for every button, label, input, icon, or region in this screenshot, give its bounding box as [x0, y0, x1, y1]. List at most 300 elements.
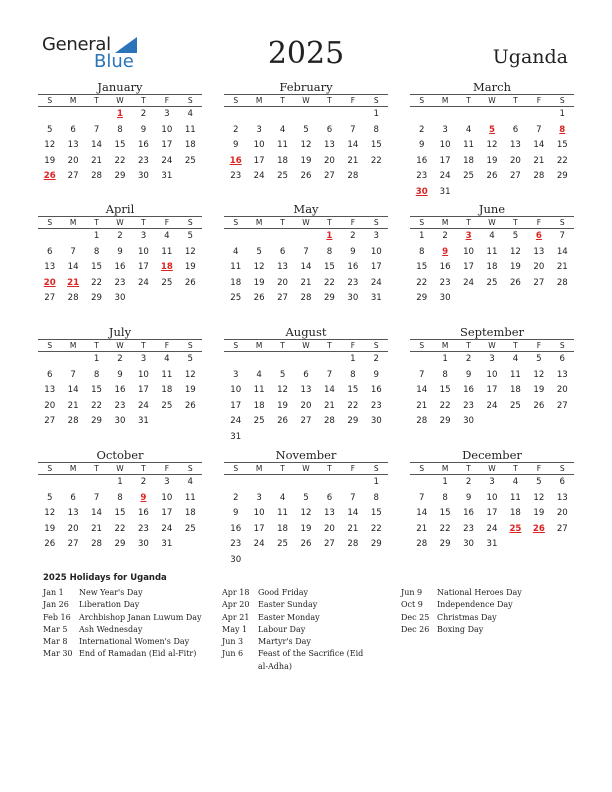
day: 2 — [140, 109, 147, 119]
empty-day — [247, 475, 270, 491]
day: 21 — [347, 523, 359, 534]
day: 7 — [350, 492, 356, 503]
month-title: July — [38, 324, 202, 340]
weekday-label: T — [132, 340, 155, 352]
day: 2 — [117, 354, 123, 364]
holiday-date: Jan 26 — [43, 600, 69, 610]
day-grid — [38, 352, 202, 430]
holiday-date: May 1 — [222, 624, 248, 634]
day: 8 — [418, 246, 425, 257]
day: 22 — [91, 400, 103, 411]
holiday-date: Feb 16 — [43, 612, 71, 622]
day: 20 — [300, 400, 312, 411]
month-title: August — [224, 324, 388, 340]
day: 7 — [93, 124, 100, 135]
weekday-label: T — [132, 217, 155, 229]
holiday-day: 6 — [535, 231, 542, 241]
day: 9 — [465, 492, 472, 503]
empty-day — [38, 352, 61, 368]
day: 7 — [536, 124, 542, 135]
day: 25 — [161, 277, 173, 288]
day: 15 — [114, 508, 126, 518]
day: 18 — [184, 508, 196, 518]
day: 4 — [489, 231, 495, 241]
empty-day — [224, 229, 247, 245]
day: 20 — [44, 400, 56, 411]
month-august — [224, 324, 388, 444]
empty-day — [318, 107, 341, 123]
day: 28 — [347, 171, 359, 181]
weekday-label: T — [85, 340, 108, 352]
day: 18 — [184, 140, 196, 150]
day: 2 — [350, 231, 356, 241]
day: 6 — [326, 492, 333, 503]
day: 13 — [509, 140, 521, 150]
day: 1 — [373, 477, 380, 487]
day: 19 — [44, 155, 56, 166]
day: 1 — [93, 354, 100, 364]
weekday-label: S — [365, 463, 388, 475]
weekday-label: F — [155, 95, 178, 107]
day: 19 — [184, 385, 196, 395]
month-title: May — [224, 201, 388, 217]
day: 14 — [347, 140, 359, 150]
weekday-label: S — [410, 340, 433, 352]
day: 8 — [373, 124, 380, 135]
holiday-date: Jun 3 — [222, 637, 244, 647]
empty-day — [318, 475, 341, 491]
day: 10 — [486, 369, 498, 380]
day: 9 — [232, 508, 239, 518]
weekday-label: M — [433, 340, 456, 352]
empty-day — [294, 229, 317, 245]
day: 15 — [556, 140, 568, 150]
day: 2 — [418, 124, 425, 135]
day-grid — [38, 229, 202, 307]
day: 23 — [230, 171, 242, 181]
day: 10 — [253, 508, 265, 518]
empty-day — [38, 107, 61, 123]
holiday-date: Dec 26 — [401, 624, 430, 634]
empty-day — [61, 475, 84, 491]
weekday-label: W — [480, 340, 503, 352]
holiday-name: Ash Wednesday — [79, 624, 143, 634]
day: 13 — [67, 140, 79, 150]
day: 24 — [253, 171, 265, 181]
holiday-row — [222, 624, 372, 636]
weekday-label: T — [132, 463, 155, 475]
weekday-label: F — [155, 463, 178, 475]
month-title: February — [224, 79, 388, 95]
month-october — [38, 447, 202, 567]
holiday-row — [401, 624, 571, 636]
day: 26 — [300, 171, 312, 181]
weekday-label: M — [247, 95, 270, 107]
day: 2 — [442, 231, 448, 241]
day: 22 — [370, 155, 382, 166]
day: 27 — [44, 416, 56, 426]
day: 29 — [370, 539, 382, 549]
holiday-row — [222, 648, 372, 673]
weekday-label: M — [247, 217, 270, 229]
empty-day — [271, 229, 294, 245]
day: 27 — [533, 277, 545, 288]
weekday-label: F — [155, 217, 178, 229]
day: 29 — [556, 171, 568, 181]
weekday-label: S — [224, 217, 247, 229]
weekday-label: W — [108, 340, 131, 352]
day: 25 — [184, 523, 196, 534]
empty-day — [38, 475, 61, 491]
weekday-label: S — [224, 340, 247, 352]
day: 17 — [137, 385, 149, 395]
day: 25 — [184, 155, 196, 166]
day: 26 — [486, 171, 498, 181]
month-march — [410, 79, 574, 199]
day: 23 — [114, 277, 126, 288]
day: 24 — [439, 171, 451, 181]
day: 4 — [512, 354, 519, 364]
day: 19 — [300, 523, 312, 534]
weekday-label: F — [527, 340, 550, 352]
holiday-row — [401, 587, 571, 599]
holiday-row — [43, 636, 213, 648]
day: 6 — [303, 369, 309, 380]
month-title: October — [38, 447, 202, 463]
weekday-label: F — [341, 217, 364, 229]
day: 4 — [465, 124, 472, 135]
month-title: June — [410, 201, 574, 217]
day: 9 — [465, 369, 472, 380]
day: 4 — [164, 231, 170, 241]
holiday-row — [401, 599, 571, 611]
day: 25 — [230, 293, 242, 303]
holiday-column — [43, 587, 213, 661]
day: 18 — [277, 523, 289, 534]
month-february — [224, 79, 388, 199]
day: 22 — [416, 277, 428, 288]
weekday-label: S — [551, 217, 574, 229]
day: 8 — [117, 124, 123, 135]
holiday-date: Dec 25 — [401, 612, 430, 622]
day: 11 — [486, 246, 498, 257]
day: 24 — [253, 539, 265, 549]
day: 8 — [326, 246, 333, 257]
holiday-day: 30 — [415, 186, 428, 197]
day: 15 — [323, 262, 335, 272]
month-april — [38, 201, 202, 321]
day: 30 — [347, 293, 359, 303]
weekday-label: T — [457, 463, 480, 475]
weekday-label: S — [38, 340, 61, 352]
day: 25 — [463, 171, 475, 181]
month-may — [224, 201, 388, 321]
day: 15 — [370, 140, 382, 150]
weekday-label: M — [247, 340, 270, 352]
day: 30 — [230, 554, 242, 565]
day: 8 — [350, 369, 356, 380]
weekday-header — [38, 340, 202, 352]
day-grid — [224, 475, 388, 568]
day: 19 — [486, 155, 498, 166]
day: 8 — [117, 492, 123, 503]
day: 21 — [416, 523, 428, 534]
empty-day — [341, 107, 364, 123]
day: 15 — [114, 140, 126, 150]
day: 5 — [46, 124, 53, 135]
day: 21 — [533, 155, 545, 166]
day: 29 — [91, 293, 103, 303]
holiday-row — [222, 587, 372, 599]
day: 8 — [442, 369, 448, 380]
day: 10 — [370, 246, 382, 257]
day: 2 — [140, 477, 147, 487]
day: 13 — [277, 262, 289, 272]
day: 2 — [465, 477, 472, 487]
day: 11 — [509, 492, 521, 503]
day: 7 — [418, 369, 425, 380]
day: 4 — [164, 354, 170, 364]
day: 2 — [117, 231, 123, 241]
holiday-name: Independence Day — [437, 600, 513, 610]
day: 13 — [67, 508, 79, 518]
day: 21 — [300, 277, 312, 288]
empty-day — [294, 475, 317, 491]
day: 12 — [44, 140, 56, 150]
day: 27 — [323, 171, 335, 181]
day: 27 — [67, 539, 79, 549]
holiday-day: 5 — [489, 124, 495, 135]
day: 12 — [509, 246, 521, 257]
day: 23 — [347, 277, 359, 288]
empty-day — [85, 107, 108, 123]
empty-day — [224, 475, 247, 491]
day: 27 — [556, 523, 568, 534]
day: 19 — [509, 262, 521, 272]
day: 3 — [256, 124, 262, 135]
empty-day — [480, 107, 503, 123]
day: 12 — [533, 369, 545, 380]
day: 28 — [91, 539, 103, 549]
holiday-column — [222, 587, 372, 673]
weekday-label: W — [294, 95, 317, 107]
day: 1 — [93, 231, 100, 241]
day: 11 — [277, 508, 289, 518]
holiday-day: 1 — [326, 231, 333, 241]
brand-word-blue: Blue — [94, 51, 134, 72]
day-grid — [410, 475, 574, 553]
day: 5 — [279, 369, 286, 380]
weekday-label: T — [504, 95, 527, 107]
holiday-name: Good Friday — [258, 588, 309, 597]
day: 13 — [533, 246, 545, 257]
day: 6 — [279, 246, 286, 257]
day: 11 — [161, 369, 173, 380]
day: 27 — [556, 400, 568, 411]
day: 6 — [46, 246, 53, 257]
day: 29 — [91, 416, 103, 426]
day: 21 — [556, 262, 568, 272]
day: 28 — [416, 539, 428, 549]
empty-day — [504, 107, 527, 123]
day: 27 — [277, 293, 289, 303]
weekday-label: T — [504, 463, 527, 475]
day: 16 — [439, 262, 451, 272]
empty-day — [410, 475, 433, 491]
empty-day — [61, 352, 84, 368]
month-title: November — [224, 447, 388, 463]
day: 4 — [279, 492, 286, 503]
holiday-name: International Women's Day — [79, 637, 190, 647]
day: 23 — [463, 400, 475, 411]
month-january — [38, 79, 202, 199]
holiday-row — [43, 599, 213, 611]
day: 25 — [277, 171, 289, 181]
weekday-label: F — [341, 463, 364, 475]
day: 28 — [300, 293, 312, 303]
day: 14 — [91, 140, 103, 150]
day: 29 — [439, 416, 451, 426]
day: 26 — [184, 277, 196, 288]
holiday-name: End of Ramadan (Eid al-Fitr) — [79, 649, 197, 659]
day: 10 — [137, 246, 149, 257]
holiday-name: Easter Sunday — [258, 600, 318, 610]
weekday-header — [224, 217, 388, 229]
day: 24 — [230, 416, 242, 426]
day: 5 — [536, 477, 542, 487]
weekday-label: W — [108, 463, 131, 475]
day: 23 — [230, 539, 242, 549]
month-title: December — [410, 447, 574, 463]
empty-day — [271, 475, 294, 491]
day: 4 — [187, 477, 194, 487]
weekday-label: S — [179, 95, 202, 107]
day: 31 — [161, 539, 173, 549]
day: 28 — [91, 171, 103, 181]
weekday-label: S — [224, 95, 247, 107]
day: 24 — [161, 155, 173, 166]
day: 5 — [256, 246, 262, 257]
day: 2 — [373, 354, 380, 364]
day: 5 — [512, 231, 519, 241]
weekday-label: M — [433, 95, 456, 107]
weekday-label: F — [527, 217, 550, 229]
month-title: April — [38, 201, 202, 217]
day: 17 — [463, 262, 475, 272]
day: 24 — [137, 277, 149, 288]
holiday-date: Apr 18 — [222, 588, 250, 597]
day: 31 — [439, 186, 451, 197]
day: 26 — [509, 277, 521, 288]
day: 14 — [300, 262, 312, 272]
day: 23 — [416, 171, 428, 181]
empty-day — [527, 107, 550, 123]
holiday-day: 20 — [43, 277, 56, 288]
empty-day — [433, 107, 456, 123]
weekday-label: T — [457, 95, 480, 107]
day: 12 — [300, 140, 312, 150]
weekday-label: M — [61, 217, 84, 229]
calendar-year: 2025 — [267, 36, 345, 71]
day: 13 — [44, 262, 56, 272]
day: 18 — [161, 385, 173, 395]
day: 25 — [161, 400, 173, 411]
day: 21 — [91, 155, 103, 166]
empty-day — [61, 107, 84, 123]
day: 5 — [536, 354, 542, 364]
day: 3 — [140, 231, 147, 241]
empty-day — [318, 352, 341, 368]
holiday-date: Mar 5 — [43, 624, 68, 634]
weekday-label: T — [271, 463, 294, 475]
holiday-day: 18 — [160, 262, 173, 272]
day: 16 — [463, 508, 475, 518]
day: 12 — [253, 262, 265, 272]
day: 21 — [347, 155, 359, 166]
day: 3 — [140, 354, 147, 364]
day: 11 — [463, 140, 475, 150]
day: 26 — [184, 400, 196, 411]
day: 14 — [91, 508, 103, 518]
day: 25 — [486, 277, 498, 288]
day: 21 — [91, 523, 103, 534]
day: 31 — [137, 416, 149, 426]
day: 26 — [44, 539, 56, 549]
weekday-label: T — [457, 340, 480, 352]
empty-day — [271, 107, 294, 123]
day: 10 — [486, 492, 498, 503]
holiday-name: Feast of the Sacrifice (Eid al-Adha) — [258, 649, 364, 671]
day: 17 — [370, 262, 382, 272]
day: 5 — [303, 492, 309, 503]
day: 17 — [486, 508, 498, 518]
holiday-date: Jan 1 — [43, 588, 64, 597]
day: 24 — [161, 523, 173, 534]
day: 27 — [44, 293, 56, 303]
day: 17 — [161, 140, 173, 150]
weekday-label: S — [410, 95, 433, 107]
empty-day — [38, 229, 61, 245]
holiday-name: Labour Day — [258, 624, 306, 634]
weekday-label: T — [457, 217, 480, 229]
holiday-date: Mar 30 — [43, 649, 73, 659]
day: 19 — [44, 523, 56, 534]
day: 6 — [512, 124, 519, 135]
day: 9 — [117, 246, 123, 257]
weekday-header — [38, 217, 202, 229]
day: 18 — [509, 508, 521, 518]
day: 4 — [512, 477, 519, 487]
day: 2 — [232, 124, 239, 135]
holiday-day: 9 — [442, 246, 449, 257]
day: 28 — [416, 416, 428, 426]
day: 10 — [161, 124, 173, 135]
day: 14 — [416, 508, 428, 518]
day-grid — [224, 229, 388, 307]
day: 12 — [277, 385, 289, 395]
weekday-header — [410, 95, 574, 107]
holiday-day: 26 — [532, 523, 545, 534]
day: 17 — [439, 155, 451, 166]
day: 9 — [350, 246, 356, 257]
holiday-day: 16 — [229, 155, 242, 166]
day: 30 — [137, 539, 149, 549]
holiday-day: 1 — [117, 109, 123, 119]
day: 12 — [300, 508, 312, 518]
weekday-label: W — [108, 217, 131, 229]
day: 25 — [277, 539, 289, 549]
day-grid — [410, 352, 574, 430]
